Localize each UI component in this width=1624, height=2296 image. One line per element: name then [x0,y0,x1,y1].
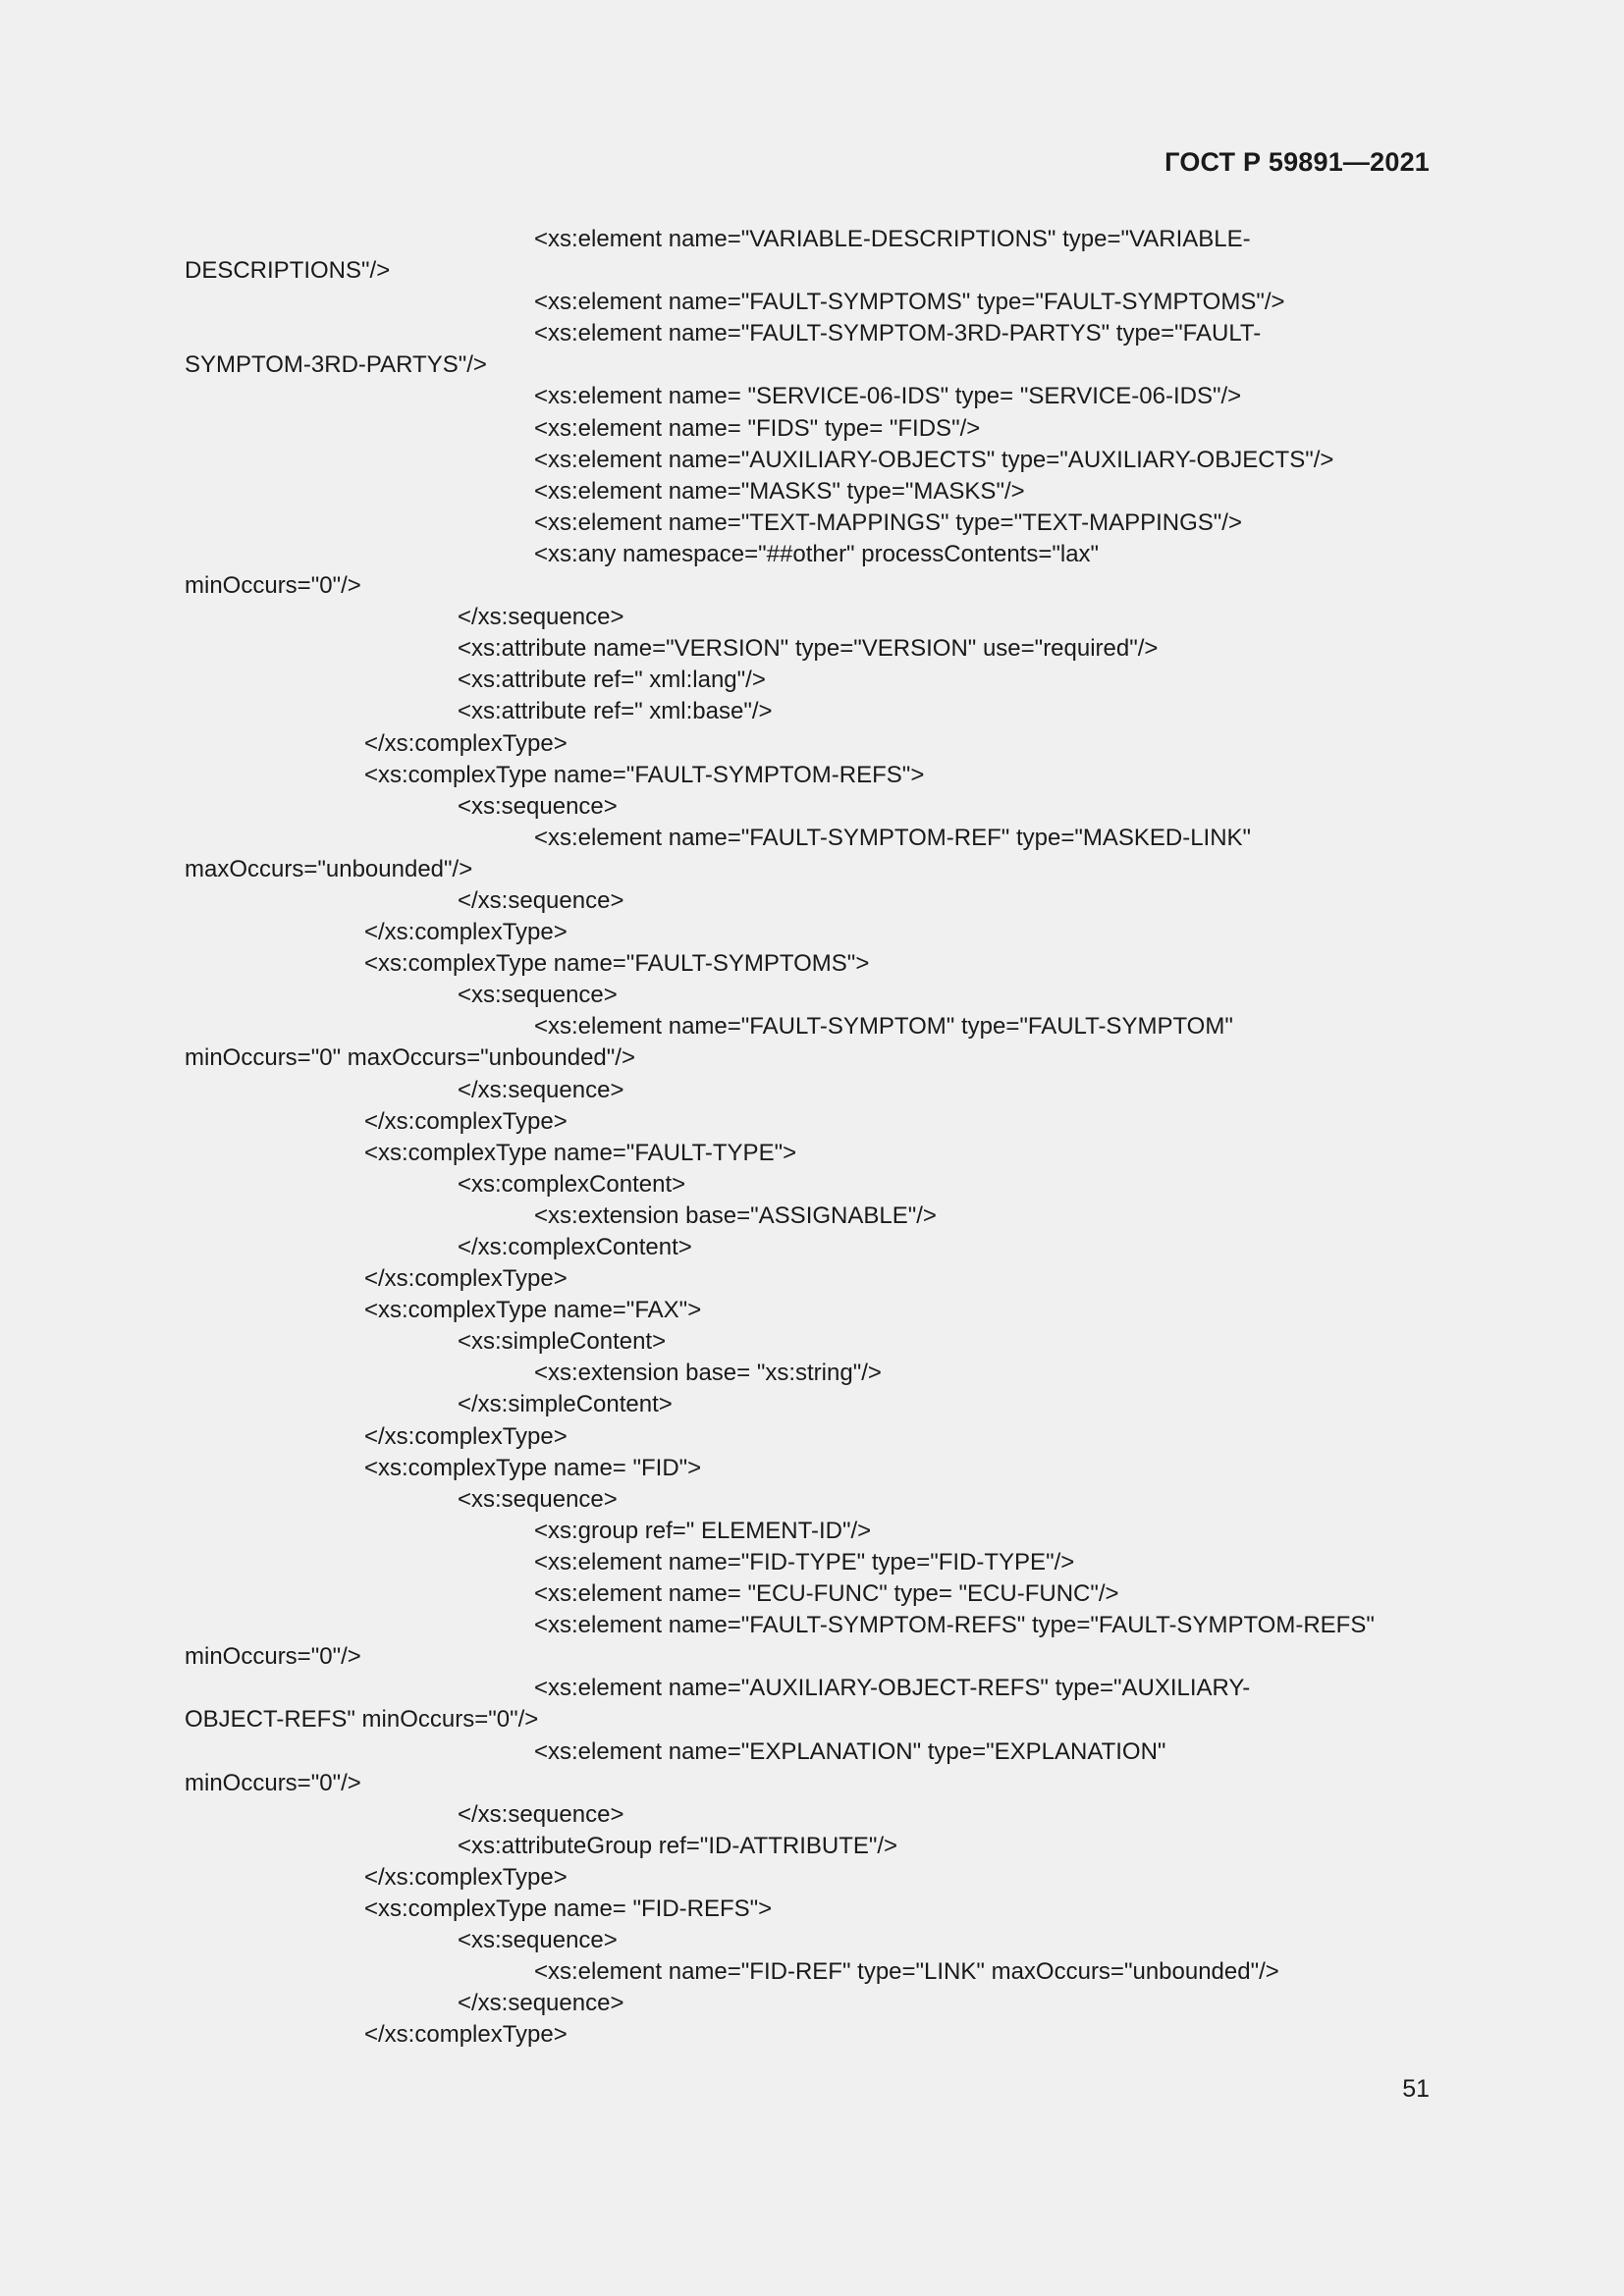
code-line: <xs:extension base= "xs:string"/> [534,1360,882,1387]
code-line: <xs:extension base="ASSIGNABLE"/> [534,1201,937,1229]
code-line: <xs:element name= "SERVICE-06-IDS" type= "SERVICE-06-IDS"/> [534,383,1242,410]
code-line: <xs:complexType name="FAULT-SYMPTOMS"> [364,950,870,978]
code-line: <xs:sequence> [458,1485,618,1513]
code-line: maxOccurs="unbounded"/> [185,855,473,882]
page-number: 51 [1402,2075,1430,2103]
code-line: <xs:element name="VARIABLE-DESCRIPTIONS" type="VARIABLE- [534,226,1251,252]
code-line: </xs:complexType> [364,1863,568,1891]
code-line: <xs:element name="FAULT-SYMPTOM-REF" type="MASKED-LINK" [534,824,1252,851]
code-line: <xs:any namespace="##other" processContents="lax" [534,540,1100,567]
code-line: OBJECT-REFS" minOccurs="0"/> [185,1706,539,1734]
code-line: <xs:sequence> [458,982,618,1009]
code-line: </xs:sequence> [458,1800,624,1828]
code-line: DESCRIPTIONS"/> [185,257,391,285]
code-line: <xs:complexType name="FAX"> [364,1297,702,1324]
code-line: <xs:element name="MASKS" type="MASKS"/> [534,477,1025,505]
code-line: </xs:complexContent> [458,1234,692,1260]
code-line: </xs:complexType> [364,729,568,757]
code-line: <xs:attribute ref=" xml:lang"/> [458,667,766,694]
code-line: <xs:complexContent> [458,1170,686,1198]
code-line: SYMPTOM-3RD-PARTYS"/> [185,351,487,379]
code-line: <xs:element name="AUXILIARY-OBJECT-REFS" type="AUXILIARY- [534,1675,1251,1702]
code-line: <xs:simpleContent> [458,1328,667,1356]
code-line: <xs:complexType name="FAULT-TYPE"> [364,1139,797,1166]
code-line: </xs:complexType> [364,1107,568,1135]
code-line: </xs:complexType> [364,919,568,946]
code-line: <xs:complexType name= "FID-REFS"> [364,1895,773,1922]
code-line: <xs:complexType name="FAULT-SYMPTOM-REFS"> [364,761,925,788]
code-line: <xs:attribute name="VERSION" type="VERSION" use="required"/> [458,635,1159,663]
code-line: <xs:attribute ref=" xml:base"/> [458,698,773,725]
code-line: minOccurs="0"/> [185,1769,361,1796]
code-line: <xs:attributeGroup ref="ID-ATTRIBUTE"/> [458,1832,898,1859]
code-line: </xs:sequence> [458,1076,624,1103]
code-line: <xs:group ref=" ELEMENT-ID"/> [534,1517,872,1544]
code-line: minOccurs="0"/> [185,1643,361,1671]
code-line: <xs:element name="FAULT-SYMPTOM-REFS" type="FAULT-SYMPTOM-REFS" [534,1612,1375,1639]
code-line: </xs:complexType> [364,2021,568,2049]
code-line: <xs:element name="FAULT-SYMPTOM-3RD-PARTYS" type="FAULT- [534,320,1262,347]
code-line: </xs:sequence> [458,1990,624,2017]
code-line: <xs:element name= "ECU-FUNC" type= "ECU-FUNC"/> [534,1580,1119,1608]
document-header: ГОСТ Р 59891—2021 [1164,147,1430,177]
code-line: </xs:simpleContent> [458,1391,673,1418]
code-line: </xs:complexType> [364,1265,568,1293]
code-line: <xs:element name="FAULT-SYMPTOMS" type="FAULT-SYMPTOMS"/> [534,289,1285,316]
code-line: <xs:element name="FID-REF" type="LINK" maxOccurs="unbounded"/> [534,1958,1279,1986]
code-line: <xs:complexType name= "FID"> [364,1454,702,1481]
code-line: <xs:element name="TEXT-MAPPINGS" type="TEXT-MAPPINGS"/> [534,508,1242,536]
code-line: <xs:sequence> [458,1927,618,1954]
code-line: </xs:complexType> [364,1422,568,1450]
code-line: <xs:element name="FAULT-SYMPTOM" type="FAULT-SYMPTOM" [534,1013,1233,1041]
code-line: <xs:element name="AUXILIARY-OBJECTS" type="AUXILIARY-OBJECTS"/> [534,446,1334,473]
code-line: minOccurs="0"/> [185,572,361,600]
code-line: </xs:sequence> [458,886,624,914]
code-line: minOccurs="0" maxOccurs="unbounded"/> [185,1044,635,1072]
code-listing [185,224,1441,2051]
code-line: <xs:element name="FID-TYPE" type="FID-TYPE"/> [534,1548,1075,1575]
code-line: <xs:element name="EXPLANATION" type="EXPLANATION" [534,1737,1166,1765]
code-line: <xs:sequence> [458,792,618,820]
code-line: </xs:sequence> [458,604,624,631]
code-line: <xs:element name= "FIDS" type= "FIDS"/> [534,414,981,442]
